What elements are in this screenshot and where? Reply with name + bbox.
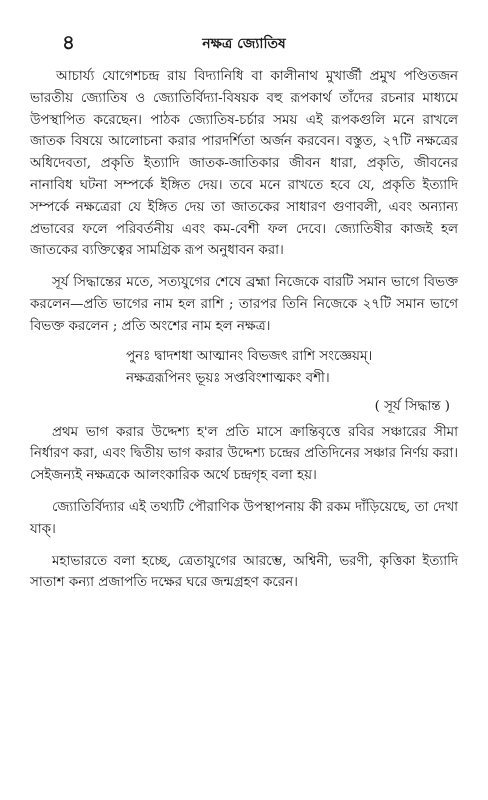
page-number: ৪ [62, 30, 75, 54]
page-header [30, 28, 458, 54]
running-title: নক্ষত্র জ্যোতিষ [202, 36, 286, 52]
verse-line-2: নক্ষত্ররূপিনং ভূয়ঃ সপ্তবিংশাত্মকং বশী। [126, 370, 330, 386]
paragraph-puranic: জ্যোতির্বিদ্যার এই তথ্যটি পৌরাণিক উপস্থাপনায় কী রকম দাঁড়িয়েছে, তা দেখা যাক্। [30, 499, 458, 537]
verse-source: ( সূর্য সিদ্ধান্ত ) [374, 398, 450, 414]
paragraph-mahabharata: মহাভারতে বলা হচ্ছে, ত্রেতাযুগের আরম্ভে, অশ্বিনী, ভরণী, কৃত্তিকা ইত্যাদি সাতাশ কন্যা প্রজাপতি দক্ষের ঘরে জন্মগ্রহণ করেন। [30, 553, 458, 591]
sanskrit-verse [30, 346, 458, 390]
paragraph-purpose: প্রথম ভাগ করার উদ্দেশ্য হ'ল প্রতি মাসে ক্রান্তিবৃত্তে রবির সঞ্চারের সীমা নির্ধারণ করা, এবং দ্বিতীয় ভাগ করার উদ্দেশ্য চন্দ্রের প্রতিদিনের সঞ্চার নির্ণয় করা। সেইজন্যই নক্ষত্রকে আলংকারিক অর্থে চন্দ্রগৃহ বলা হয়। [30, 424, 458, 484]
paragraph-intro: আচার্য্য যোগেশচন্দ্র রায় বিদ্যানিধি বা কালীনাথ মুখার্জী প্রমুখ পণ্ডিতজন ভারতীয় জ্যোতিষ ও জ্যোতির্বিদ্যা-বিষয়ক বহু রূপকার্থ তাঁদের রচনার মাধ্যমে উপস্থাপিত করেছেন। পাঠক জ্যোতিষ-চর্চার সময় এই রূপকগুলি মনে রাখলে জাতক বিষয়ে আলোচনা করার পারদর্শিতা অর্জন করবেন। বস্তুত, ২৭টি নক্ষত্রের অধিদেবতা, প্রকৃতি ইত্যাদি জাতক-জাতিকার জীবন ধারা, প্রকৃতি, জীবনের নানাবিধ ঘটনা সম্পর্কে ইঙ্গিত দেয়। তবে মনে রাখতে হবে যে, প্রকৃতি ইত্যাদি সম্পর্কে নক্ষত্রেরা যে ইঙ্গিত দেয় তা জাতকের সাধারণ গুণাবলী, এবং অন্যান্য প্রভাবের ফলে পরিবর্তনীয় এবং কম-বেশী ফল দেবে। জ্যোতিষীর কাজই হল জাতকের ব্যক্তিত্বের সামগ্রিক রূপ অনুধাবন করা। [30, 69, 458, 259]
verse-line-1: পুনঃ দ্বাদশধা আত্মানং বিভজৎ রাশি সংজ্ঞেয়ম্। [126, 348, 373, 364]
paragraph-surya-siddhanta: সূর্য সিদ্ধান্তের মতে, সত্যযুগের শেষে ব্রহ্মা নিজেকে বারটি সমান ভাগে বিভক্ত করলেন—প্রতি ভাগের নাম হল রাশি ; তারপর তিনি নিজেকে ২৭টি সমান ভাগে বিভক্ত করলেন ; প্রতি অংশের নাম হল নক্ষত্র। [30, 275, 458, 334]
